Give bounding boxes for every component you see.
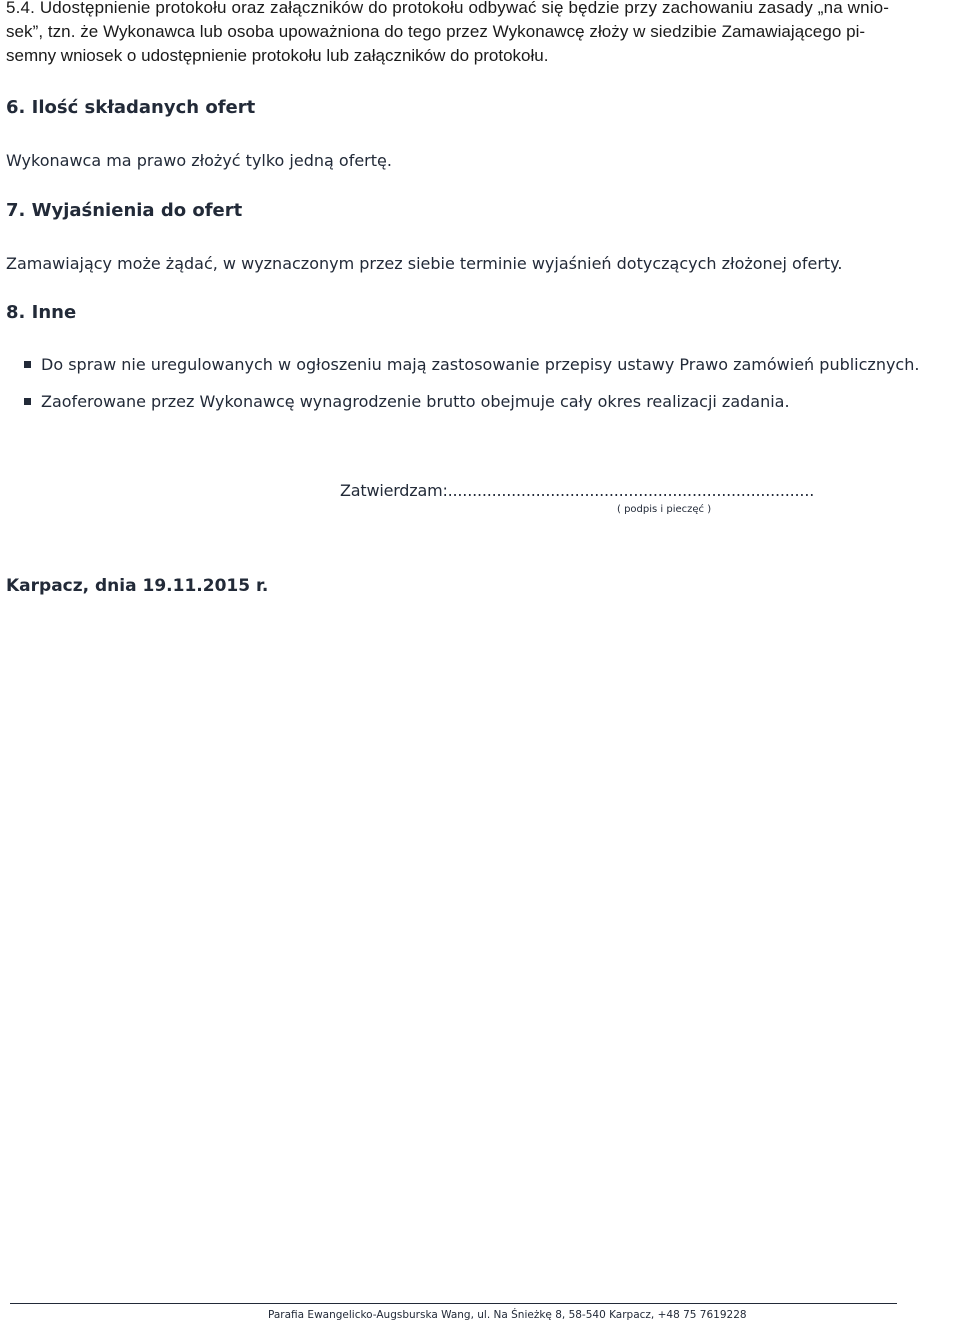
section-6-text: Wykonawca ma prawo złożyć tylko jedną ofertę. (6, 151, 392, 170)
section-5-4-line-1: 5.4. Udostępnienie protokołu oraz załączników do protokołu odbywać się będzie przy zachowaniu zasady „na wnio- (6, 0, 890, 17)
section-7-text: Zamawiający może żądać, w wyznaczonym przez siebie terminie wyjaśnień dotyczących złożonej oferty. (6, 254, 843, 273)
footer-divider (10, 1303, 897, 1304)
footer-address: Parafia Ewangelicko-Augsburska Wang, ul. Na Śnieżkę 8, 58-540 Karpacz, +48 75 7619228 (268, 1309, 747, 1321)
section-8-heading: 8. Inne (6, 302, 77, 323)
approval-signature-line: Zatwierdzam:........................................................................... (340, 481, 815, 500)
bullet-square-icon (24, 361, 31, 368)
section-5-4-line-2: sek”, tzn. że Wykonawca lub osoba upoważniona do tego przez Wykonawcę złoży w siedzibie Zamawiającego pi- (6, 22, 866, 41)
place-date: Karpacz, dnia 19.11.2015 r. (6, 576, 269, 596)
section-5-4-paragraph (6, 0, 956, 68)
bullet-square-icon (24, 398, 31, 405)
section-5-4-line-3: semny wniosek o udostępnienie protokołu lub załączników do protokołu. (6, 46, 549, 65)
signature-caption: ( podpis i pieczęć ) (617, 504, 712, 515)
list-item-text: Do spraw nie uregulowanych w ogłoszeniu mają zastosowanie przepisy ustawy Prawo zamówień publicznych. (41, 355, 920, 374)
section-7-heading: 7. Wyjaśnienia do ofert (6, 200, 243, 221)
section-6-heading: 6. Ilość składanych ofert (6, 97, 256, 118)
list-item-text: Zaoferowane przez Wykonawcę wynagrodzenie brutto obejmuje cały okres realizacji zadania. (41, 392, 790, 411)
